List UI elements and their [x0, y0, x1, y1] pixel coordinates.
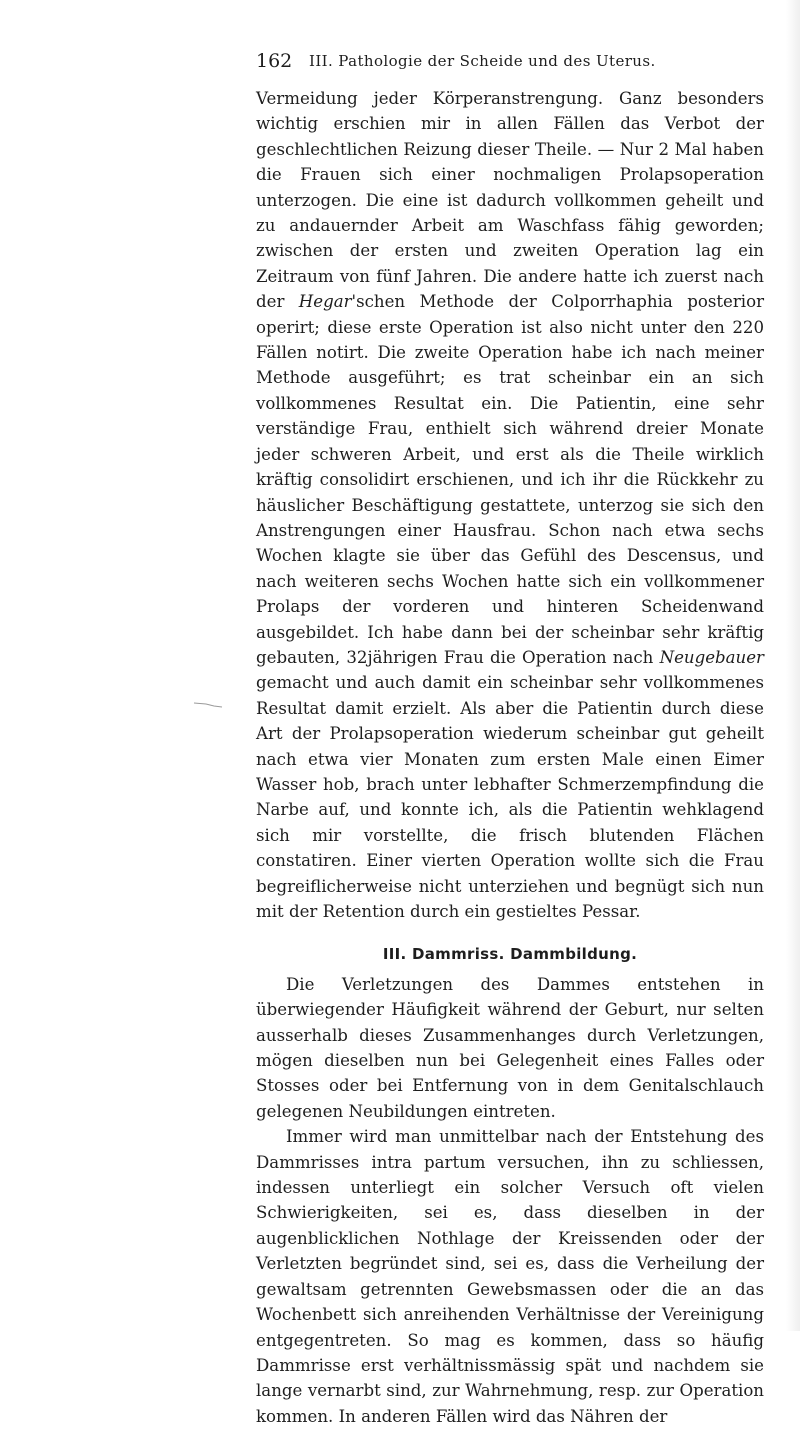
page-edge-shadow [786, 0, 800, 1331]
paragraph: Immer wird man unmittelbar nach der Entstehung des Dammrisses intra partum versuchen, ihn zu schliessen, indessen unterliegt ein solcher Versuch oft vielen Schwierigkeiten, sei es, dass dieselben in der augenblicklichen Nothlage der Kreissenden oder der Verletzten begründet sind, sei es, dass die Verheilung der gewaltsam getrennten Gewebsmassen oder die an das Wochenbett sich anreihenden Verhältnisse der Vereinigung entgegentreten. So mag es kommen, dass so häufig Dammrisse erst verhältnissmässig spät und nachdem sie lange vernarbt sind, zur Wahrnehmung, resp. zur Operation kommen. In anderen Fällen wird das Nähren der [256, 1127, 764, 1426]
text-run: gemacht und auch damit ein scheinbar sehr vollkommenes Resultat damit erzielt. Als aber die Patientin durch diese Art der Prolapsoperation wiederum scheinbar gut geheilt nach etwa vier Monaten zum ersten Male einen Eimer Wasser hob, brach unter lebhafter Schmerzempfindung die Narbe auf, und konnte ich, als die Patientin wehklagend sich mir vorstellte, die frisch blutenden Flächen constatiren. Einer vierten Operation wollte sich die Frau begreiflicherweise nicht unterziehen und begnügt sich nun mit der Retention durch ein gestieltes Pessar. [256, 673, 764, 921]
author-name: Neugebauer [659, 647, 764, 667]
paragraph [256, 86, 764, 924]
text-run: 'schen Methode der Colporrhaphia posterior operirt; diese erste Operation ist also nicht unter den 220 Fällen notirt. Die zweite Operation habe ich nach meiner Methode ausgeführt; es trat scheinbar ein an sich vollkommenes Resultat ein. Die Patientin, eine sehr verständige Frau, enthielt sich während dreier Monate jeder schweren Arbeit, und erst als die Theile wirklich kräftig consolidirt erschienen, und ich ihr die Rückkehr zu häuslicher Beschäftigung gestattete, unterzog sie sich den Anstrengungen einer Hausfrau. Schon nach etwa sechs Wochen klagte sie über das Gefühl des Descensus, und nach weiteren sechs Wochen hatte sich ein vollkommener Prolaps der vorderen und hinteren Scheidenwand ausgebildet. Ich habe dann bei der scheinbar sehr kräftig gebauten, 32jährigen Frau die Operation nach [256, 292, 764, 667]
author-name: Hegar [298, 292, 352, 312]
paragraph: Die Verletzungen des Dammes entstehen in überwiegender Häufigkeit während der Geburt, nur selten ausserhalb dieses Zusammenhanges durch Verletzungen, mögen dieselben nun bei Gelegenheit eines Falles oder Stosses oder bei Entfernung von in dem Genitalschlauch gelegenen Neubildungen eintreten. [256, 974, 764, 1121]
section-heading: III. Dammriss. Dammbildung. [382, 945, 638, 964]
page-header [256, 50, 756, 80]
body-text [256, 86, 764, 1429]
text-run: Vermeidung jeder Körperanstrengung. Ganz besonders wichtig erschien mir in allen Fällen das Verbot der geschlechtlichen Reizung dieser Theile. — Nur 2 Mal haben die Frauen sich einer nochmaligen Prolapsoperation unterzogen. Die eine ist dadurch vollkommen geheilt und zu andauernder Arbeit am Waschfass fähig geworden; zwischen der ersten und zweiten Operation lag ein Zeitraum von fünf Jahren. Die andere hatte ich zuerst nach der [256, 89, 764, 312]
page-number: 162 [256, 50, 293, 72]
running-head: III. Pathologie der Scheide und des Uterus. [309, 52, 656, 70]
margin-mark [192, 700, 232, 710]
